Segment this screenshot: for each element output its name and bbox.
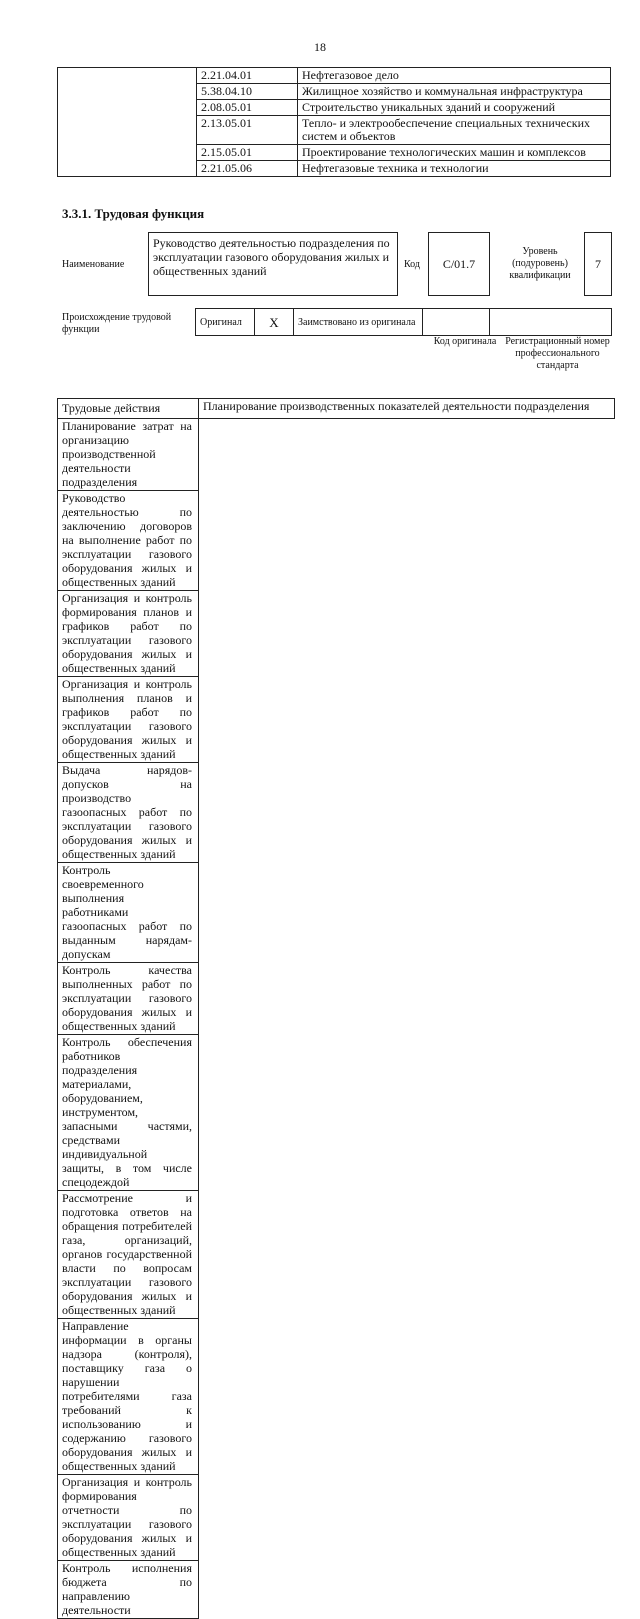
code-label: Код: [404, 259, 420, 270]
borrowed-label: Заимствовано из оригинала: [294, 309, 423, 336]
origin-table: [195, 308, 612, 336]
page-number: 18: [314, 40, 326, 54]
origin-label: Происхождение трудовой функции: [62, 312, 172, 335]
action-cell: Организация и контроль выполнения планов и графиков работ по эксплуатации газового оборудования жилых и общественных зданий: [58, 677, 199, 763]
action-cell: Контроль обеспечения работников подразделения материалами, оборудованием, инструментом, запасными частями, средствами индивидуальной защиты, в том числе спецодеждой: [58, 1035, 199, 1191]
table-row: [196, 309, 612, 336]
action-cell: Организация и контроль формирования отчетности по эксплуатации газового оборудования жилых и общественных зданий: [58, 1475, 199, 1561]
table-row: [58, 491, 615, 591]
action-cell: Контроль своевременного выполнения работниками газоопасных работ по выданным нарядам-допускам: [58, 863, 199, 963]
code-name-cell: Тепло- и электрообеспечение специальных технических систем и объектов: [298, 116, 611, 145]
code-name-cell: Строительство уникальных зданий и сооружений: [298, 100, 611, 116]
reg-number-cell: [490, 309, 612, 336]
code-cell: 2.21.05.06: [197, 161, 298, 177]
code-name-cell: Нефтегазовые техника и технологии: [298, 161, 611, 177]
table-row: [58, 1191, 615, 1319]
code-value-box: С/01.7: [428, 232, 490, 296]
action-cell: Планирование затрат на организацию производственной деятельности подразделения: [58, 419, 199, 491]
code-name-cell: Жилищное хозяйство и коммунальная инфраструктура: [298, 84, 611, 100]
code-cell: 5.38.04.10: [197, 84, 298, 100]
action-cell: Контроль исполнения бюджета по направлению деятельности: [58, 1561, 199, 1619]
education-codes-table: [57, 67, 611, 177]
code-cell: 2.15.05.01: [197, 145, 298, 161]
table-row: [58, 591, 615, 677]
table-row: [58, 68, 611, 84]
original-mark: X: [255, 309, 294, 336]
action-cell: Выдача нарядов-допусков на производство газоопасных работ по эксплуатации газового оборудования жилых и общественных зданий: [58, 763, 199, 863]
table-row: [58, 399, 615, 419]
function-name-box: Руководство деятельностью подразделения по эксплуатации газового оборудования жилых и общественных зданий: [148, 232, 398, 296]
code-original-label: Код оригинала: [433, 336, 497, 347]
action-cell: Планирование производственных показателей деятельности подразделения: [199, 399, 615, 419]
table-row: [58, 1035, 615, 1191]
code-cell: 2.13.05.01: [197, 116, 298, 145]
table-row: [58, 677, 615, 763]
code-name-cell: Проектирование технологических машин и комплексов: [298, 145, 611, 161]
table-row: [58, 863, 615, 963]
table-row: [58, 1319, 615, 1475]
code-cell: 2.08.05.01: [197, 100, 298, 116]
action-cell: Рассмотрение и подготовка ответов на обращения потребителей газа, организаций, органов государственной власти по вопросам эксплуатации газового оборудования жилых и общественных зданий: [58, 1191, 199, 1319]
code-name-cell: Нефтегазовое дело: [298, 68, 611, 84]
original-label: Оригинал: [196, 309, 255, 336]
table-row: [58, 1561, 615, 1619]
action-cell: Руководство деятельностью по заключению договоров на выполнение работ по эксплуатации газового оборудования жилых и общественных зданий: [58, 491, 199, 591]
labor-actions-label: Трудовые действия: [58, 399, 199, 419]
table-row: [58, 963, 615, 1035]
name-label: Наименование: [62, 259, 125, 270]
section-heading: 3.3.1. Трудовая функция: [62, 206, 205, 221]
code-original-cell: [423, 309, 490, 336]
reg-number-label: Регистрационный номер профессионального стандарта: [505, 336, 610, 371]
labor-actions-table: [57, 398, 615, 1619]
blank-cell: [58, 68, 197, 177]
code-cell: 2.21.04.01: [197, 68, 298, 84]
action-cell: Контроль качества выполненных работ по эксплуатации газового оборудования жилых и общественных зданий: [58, 963, 199, 1035]
table-row: [58, 1475, 615, 1561]
action-cell: Направление информации в органы надзора (контроля), поставщику газа о нарушении потребителями газа требований к использованию и содержанию газового оборудования жилых и общественных зданий: [58, 1319, 199, 1475]
level-value-box: 7: [584, 232, 612, 296]
table-row: [58, 763, 615, 863]
action-cell: Организация и контроль формирования планов и графиков работ по эксплуатации газового оборудования жилых и общественных зданий: [58, 591, 199, 677]
level-label: Уровень (подуровень) квалификации: [509, 246, 571, 281]
table-row: [58, 419, 615, 491]
